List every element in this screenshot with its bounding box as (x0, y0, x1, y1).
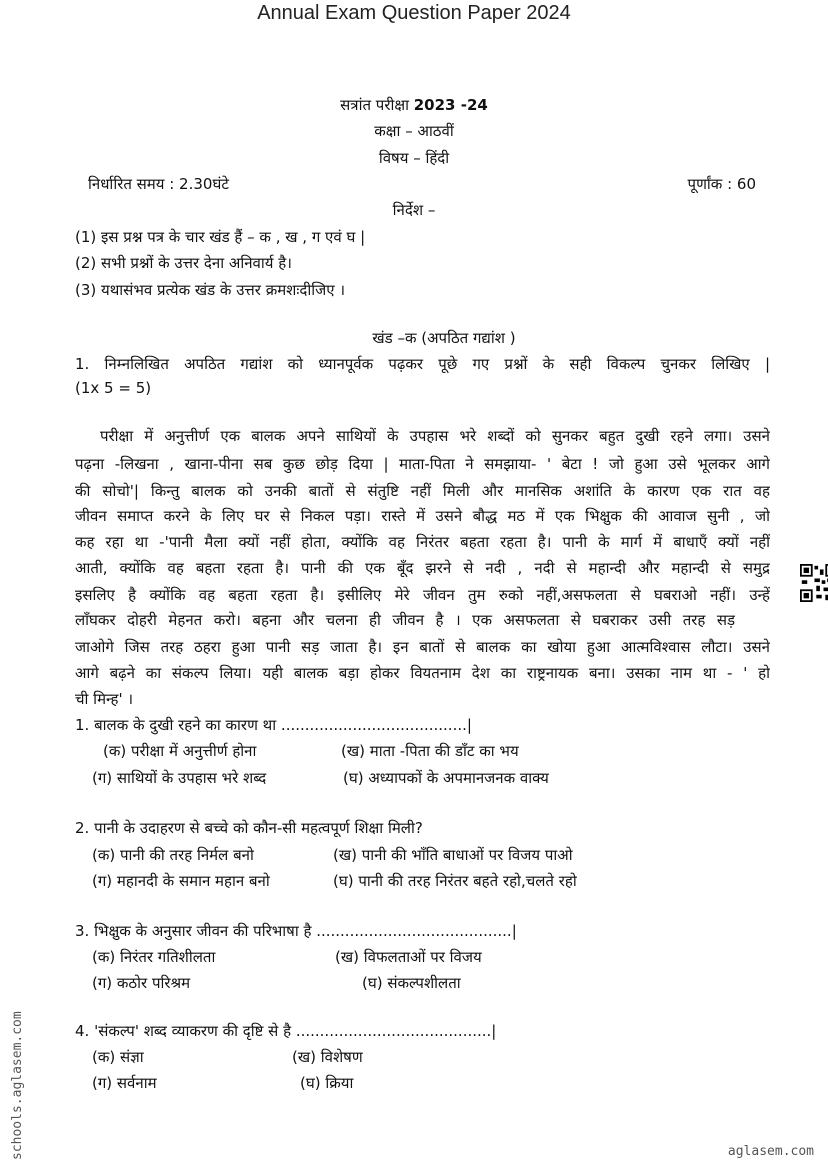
passage-line: कह रहा था -'पानी मैला क्यों नहीं होता, क्योंकि वह निरंतर बहता रहता है। पानी के मार्ग में बाधाएँ क्यों नहीं (75, 533, 770, 551)
passage-line: की सोचो'| किन्तु बालक को उनकी बातों से संतुष्टि नहीं मिली और मानसिक अशांति के कारण एक रात वह (75, 482, 770, 500)
option-gha: (घ) अध्यापकों के अपमानजनक वाक्य (343, 769, 549, 787)
instruction-item: (3) यथासंभव प्रत्येक खंड के उत्तर क्रमशःदीजिए । (75, 281, 346, 299)
passage-line: लाँघकर दोहरी मेहनत करो। बहना और चलना ही जीवन है । एक असफलता से घबराकर उसी तरह सड़ (75, 611, 735, 629)
passage-line: जीवन समाप्त करने के लिए घर से निकल पड़ा। रास्ते में उसने बौद्ध मठ में एक भिक्षुक की आवाज सुनी , जो (75, 507, 770, 525)
watermark-footer: aglasem.com (727, 1144, 814, 1159)
option-gha: (घ) संकल्पशीलता (362, 974, 461, 992)
option-kha: (ख) विशेषण (292, 1048, 363, 1066)
instruction-item: (2) सभी प्रश्नों के उत्तर देना अनिवार्य है। (75, 254, 292, 272)
passage-line: इसलिए है क्योंकि वह बहता रहता है। इसीलिए मेरे जीवन तुम रुको नहीं,असफलता से घबराओ नहीं। उन्हें (75, 586, 770, 604)
option-ka: (क) संज्ञा (92, 1048, 144, 1066)
option-ka: (क) पानी की तरह निर्मल बनो (92, 846, 254, 864)
question-1-prompt: 1. निम्नलिखित अपठित गद्यांश को ध्यानपूर्वक पढ़कर पूछे गए प्रश्नों के सही विकल्प चुनकर लिखिए | (75, 355, 770, 373)
question-text: 2. पानी के उदाहरण से बच्चे को कौन-सी महत्वपूर्ण शिक्षा मिली? (75, 819, 423, 837)
passage-line: पढ़ना -लिखना , खाना-पीना सब कुछ छोड़ दिया | माता-पिता ने समझाया- ' बेटा ! जो हुआ उसे भूलकर आगे (75, 455, 770, 473)
exam-year: 2023 -24 (413, 96, 488, 114)
passage-line: जाओगे जिस तरह ठहरा हुआ पानी सड़ जाता है। इन बातों से बालक का खोया हुआ आत्मविश्वास लौटा। उसने (75, 638, 770, 656)
option-ga: (ग) कठोर परिश्रम (92, 974, 191, 992)
option-gha: (घ) पानी की तरह निरंतर बहते रहो,चलते रहो (333, 872, 577, 890)
exam-name: सत्रांत परीक्षा (340, 96, 414, 114)
marks-label: पूर्णांक : 60 (687, 175, 756, 193)
instruction-item: (1) इस प्रश्न पत्र के चार खंड हैं – क , ख , ग एवं घ | (75, 228, 366, 246)
option-ka: (क) परीक्षा में अनुत्तीर्ण होना (103, 742, 257, 760)
option-kha: (ख) पानी की भाँति बाधाओं पर विजय पाओ (333, 846, 573, 864)
marks-distribution: (1x 5 = 5) (75, 379, 152, 397)
watermark-vertical: schools.aglasem.com (10, 1011, 25, 1160)
passage-line: आती, क्योंकि वह बहता रहता है। पानी की एक बूँद झरने से नदी , नदी से महान्दी और महान्दी से समुद्र (75, 559, 770, 577)
subject-label: विषय – हिंदी (378, 149, 450, 167)
question-text: 1. बालक के दुखी रहने का कारण था .......................................| (75, 716, 472, 734)
option-ka: (क) निरंतर गतिशीलता (92, 948, 216, 966)
exam-title (0, 95, 828, 115)
option-kha: (ख) माता -पिता की डाँट का भय (341, 742, 519, 760)
option-gha: (घ) क्रिया (300, 1074, 354, 1092)
question-text: 3. भिक्षुक के अनुसार जीवन की परिभाषा है .........................................| (75, 922, 517, 940)
passage-line: परीक्षा में अनुत्तीर्ण एक बालक अपने साथियों के उपहास भरे शब्दों को सुनकर बहुत दुखी रहने लगा। उसने (100, 427, 770, 445)
option-ga: (ग) साथियों के उपहास भरे शब्द (92, 769, 267, 787)
passage-line: ची मिन्ह' । (75, 690, 134, 708)
instructions-title: निर्देश – (392, 201, 436, 219)
option-ga: (ग) महानदी के समान महान बनो (92, 872, 270, 890)
time-label: निर्धारित समय : 2.30घंटे (88, 175, 229, 193)
qr-code-icon (800, 564, 828, 602)
passage-line: आगे बढ़ने का संकल्प लिया। यही बालक बड़ा होकर वियतनाम देश का राष्ट्रनायक बना। उसका नाम था - ' हो (75, 664, 770, 682)
class-label: कक्षा – आठवीं (374, 122, 454, 140)
question-text: 4. 'संकल्प' शब्द व्याकरण की दृष्टि से है .........................................| (75, 1022, 497, 1040)
page-title: Annual Exam Question Paper 2024 (257, 2, 571, 24)
option-kha: (ख) विफलताओं पर विजय (335, 948, 482, 966)
section-title: खंड –क (अपठित गद्यांश ) (372, 329, 516, 347)
option-ga: (ग) सर्वनाम (92, 1074, 157, 1092)
